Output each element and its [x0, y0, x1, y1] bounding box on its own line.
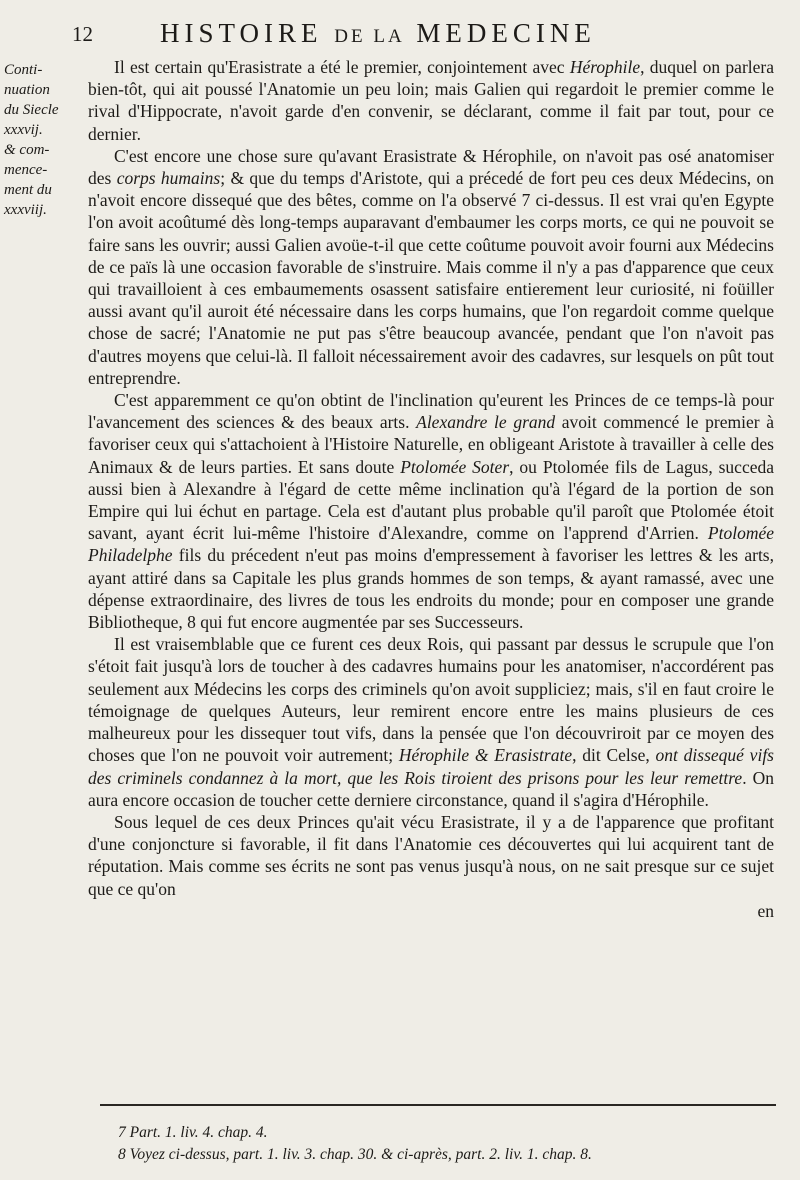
italic-text: Hérophile & Erasistrate: [398, 745, 573, 766]
text-segment: Sous lequel de ces deux Princes qu'ait vécu Erasistrate, il y a de l'apparence que profitant d'une conjoncture si favorable, il fit dans l'Anatomie ces découvertes qui lui acquirent tant de réputation. Mais comme ses écrits ne sont pas venus jusqu'à nous, on ne sait presque sur ce sujet que ce qu'on: [88, 811, 774, 899]
margin-note-line: xxxvij.: [4, 122, 43, 138]
italic-text: ont dissequé vifs des criminels condannez à la mort, que les Rois tiroient des prisons pour les leur remettre: [88, 745, 774, 788]
running-head: [160, 18, 720, 49]
paragraphs: [88, 56, 774, 900]
footnotes: [118, 1122, 768, 1166]
paragraph: [88, 811, 774, 900]
paragraph: [88, 145, 774, 389]
text-segment: , duquel on parlera bien-tôt, qui ait poussé l'Anatomie un peu loin; mais Galien qui regardoit le premier comme le rival d'Hippocrate, n'avoit garde d'en convenir, se déclarant, comme il fait par tout, pour ce dernier.: [88, 57, 774, 144]
text-segment: avoit commencé le premier à favoriser ceux qui s'attachoient à l'Histoire Naturelle, en obligeant Aristote à travailler à celle des Animaux & de leurs parties. Et sans doute: [88, 412, 774, 477]
paragraph: [88, 633, 774, 811]
italic-text: Ptolomée Soter: [400, 456, 510, 477]
italic-text: Alexandre le grand: [416, 412, 556, 433]
italic-text: corps humains: [116, 168, 221, 189]
text-segment: , ou Ptolomée fils de Lagus, succeda aussi bien à Alexandre à l'égard de cette même inclination qu'à l'égard de la portion de son Empire qui lui échut en partage. Cela est d'autant plus probable qu'il paroît que Ptolomée étoit savant, ayant écrit lui-même l'histoire d'Alexandre, comme on l'apprend d'Arrien.: [88, 456, 775, 544]
running-head-histoire: HISTOIRE: [160, 18, 323, 48]
text-segment: Il est certain qu'Erasistrate a été le premier, conjointement avec: [114, 57, 570, 77]
margin-note: [4, 60, 74, 220]
text-segment: Il est vraisemblable que ce furent ces deux Rois, qui passant par dessus le scrupule que l'on s'étoit fait jusqu'à lors de toucher à des cadavres humains pour les anatomiser, n'accordérent pas seulement aux Médecins les corps des criminels qu'on avoit suppliciez; mais, s'il en faut croire le témoignage de quelques Auteurs, leur remirent encore entre les mains plusieurs de ces malheureux pour les dissequer tout vifs, dans la pensée que l'on découvriroit par ce moyen des choses que l'on ne pouvoit voir autrement;: [88, 634, 774, 766]
footnote-8: 8 Voyez ci-dessus, part. 1. liv. 3. chap. 30. & ci-après, part. 2. liv. 1. chap. 8.: [118, 1146, 592, 1163]
margin-note-line: ment du: [4, 182, 52, 198]
margin-note-line: du Siecle: [4, 102, 59, 118]
catchword: en: [757, 900, 774, 921]
margin-note-line: Conti-: [4, 62, 43, 78]
running-head-medecine: MEDECINE: [416, 18, 596, 48]
page-number: 12: [72, 22, 93, 46]
text-segment: ; & que du temps d'Aristote, qui a précedé de fort peu ces deux Médecins, on n'avoit encore dissequé que des bêtes, comme on l'a observé 7 ci-dessus. Il est vrai qu'en Egypte l'on avoit acoûtumé dès long-temps auparavant d'embaumer les corps morts, ce qui ne pouvoit se faire sans les ouvrir; aussi Galien avoüe-t-il que cette coûtume pouvoit avoir fourni aux Médecins de ce païs là une occasion favorable de s'instruire. Mais comme il n'y a pas d'apparence que ceux qui travailloient à ces embaumements osassent satisfaire entierement leur curiosité, ni foüiller aussi avant qu'il auroit été nécessaire dans les corps humains, que l'on regardoit comme quelque chose de sacré; l'Anatomie ne put pas s'être beaucoup avancée, pendant que l'on n'avoit pas d'autres moyens que celui-là. Il falloit nécessairement avoir des cadavres, sur lesquels on pût tout entreprendre.: [88, 168, 774, 388]
italic-text: Ptolomée Philadelphe: [88, 523, 774, 566]
paragraph: [88, 389, 774, 633]
body-text: [88, 56, 774, 922]
running-head-de-la: DE LA: [334, 26, 405, 47]
text-segment: . On aura encore occasion de toucher cette derniere circonstance, quand il s'agira d'Hérophile.: [88, 767, 775, 810]
paragraph: [88, 56, 774, 145]
text-segment: , dit Celse,: [572, 745, 656, 766]
text-segment: C'est encore une chose sure qu'avant Erasistrate & Hérophile, on n'avoit pas osé anatomiser des: [88, 145, 774, 189]
margin-note-line: & com-: [4, 142, 50, 158]
margin-note-line: nuation: [4, 82, 50, 98]
text-segment: C'est apparemment ce qu'on obtint de l'inclination qu'eurent les Princes de ce temps-là pour l'avancement des sciences & des beaux arts.: [88, 390, 774, 433]
text-segment: fils du précedent n'eut pas moins d'empressement à favoriser les lettres & les arts, ayant attiré dans sa Capitale les plus grands hommes de son temps, & ayant ramassé, avec une dépense extraordinaire, des livres de tous les endroits du monde; pour en composer une grande Bibliotheque, 8 qui fut encore augmentée par ses Successeurs.: [88, 545, 774, 633]
margin-note-line: xxxviij.: [4, 202, 47, 218]
footnote-7: 7 Part. 1. liv. 4. chap. 4.: [118, 1124, 268, 1141]
margin-note-line: mence-: [4, 162, 48, 178]
italic-text: Hérophile: [569, 57, 641, 77]
footnote-rule: [100, 1104, 776, 1106]
